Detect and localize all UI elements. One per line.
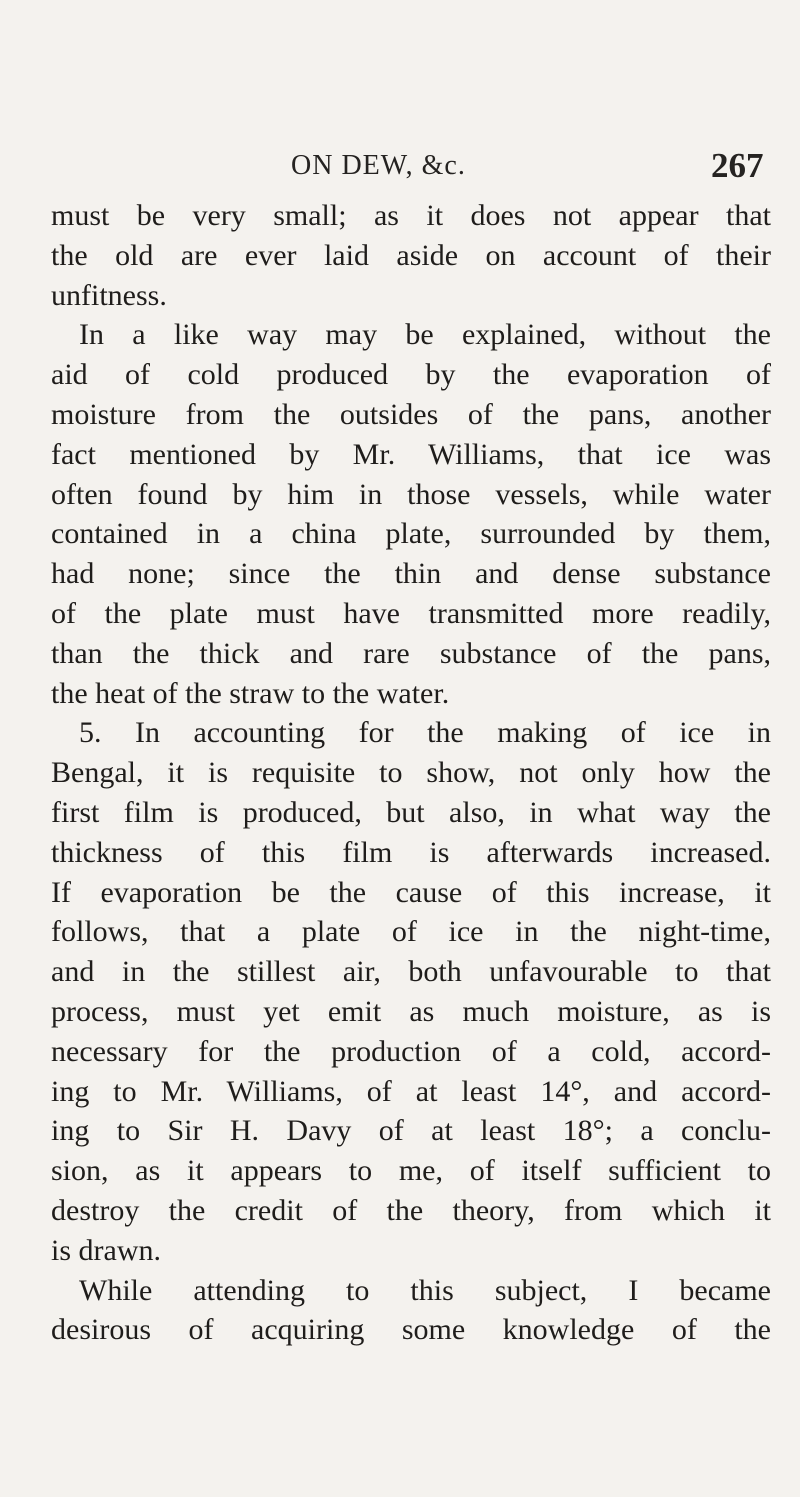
text-line: desirous of acquiring some knowledge of the bbox=[51, 1313, 771, 1347]
text-line: process, must yet emit as much moisture, as is bbox=[51, 994, 771, 1028]
running-head bbox=[0, 146, 800, 190]
text-line: contained in a china plate, surrounded by them, bbox=[51, 517, 771, 551]
text-line: aid of cold produced by the evaporation of bbox=[51, 358, 771, 392]
text-line: Bengal, it is requisite to show, not only how the bbox=[51, 756, 771, 790]
text-line: and in the stillest air, both unfavourable to that bbox=[51, 955, 771, 989]
text-line: ing to Mr. Williams, of at least 14°, and accord- bbox=[51, 1074, 771, 1108]
paragraph-start-line: 5. In accounting for the making of ice in bbox=[79, 716, 771, 750]
text-line: sion, as it appears to me, of itself sufficient to bbox=[51, 1154, 771, 1188]
text-line: moisture from the outsides of the pans, another bbox=[51, 397, 771, 431]
text-line: of the plate must have transmitted more readily, bbox=[51, 596, 771, 630]
paragraph-start-line: In a like way may be explained, without the bbox=[79, 318, 771, 352]
text-line: follows, that a plate of ice in the night-time, bbox=[51, 915, 771, 949]
text-line: unfitness. bbox=[51, 278, 167, 312]
text-line: often found by him in those vessels, while water bbox=[51, 477, 771, 511]
text-line: than the thick and rare substance of the pans, bbox=[51, 636, 771, 670]
text-line: had none; since the thin and dense substance bbox=[51, 557, 771, 591]
text-line: destroy the credit of the theory, from which it bbox=[51, 1193, 771, 1227]
text-line: ing to Sir H. Davy of at least 18°; a conclu- bbox=[51, 1114, 771, 1148]
text-line: fact mentioned by Mr. Williams, that ice was bbox=[51, 437, 771, 471]
text-line: thickness of this film is afterwards increased. bbox=[51, 835, 771, 869]
running-title: ON DEW, &c. bbox=[291, 150, 466, 181]
paragraph-start-line: While attending to this subject, I became bbox=[79, 1273, 771, 1307]
text-line: must be very small; as it does not appear that bbox=[51, 199, 771, 232]
text-line: the old are ever laid aside on account of their bbox=[51, 238, 771, 272]
text-line: If evaporation be the cause of this increase, it bbox=[51, 875, 771, 909]
body-text bbox=[51, 196, 771, 1350]
page-number: 267 bbox=[711, 146, 764, 185]
text-line: necessary for the production of a cold, accord- bbox=[51, 1034, 771, 1068]
text-line: first film is produced, but also, in what way the bbox=[51, 795, 771, 829]
text-line: the heat of the straw to the water. bbox=[51, 676, 450, 710]
text-line: is drawn. bbox=[51, 1233, 161, 1267]
